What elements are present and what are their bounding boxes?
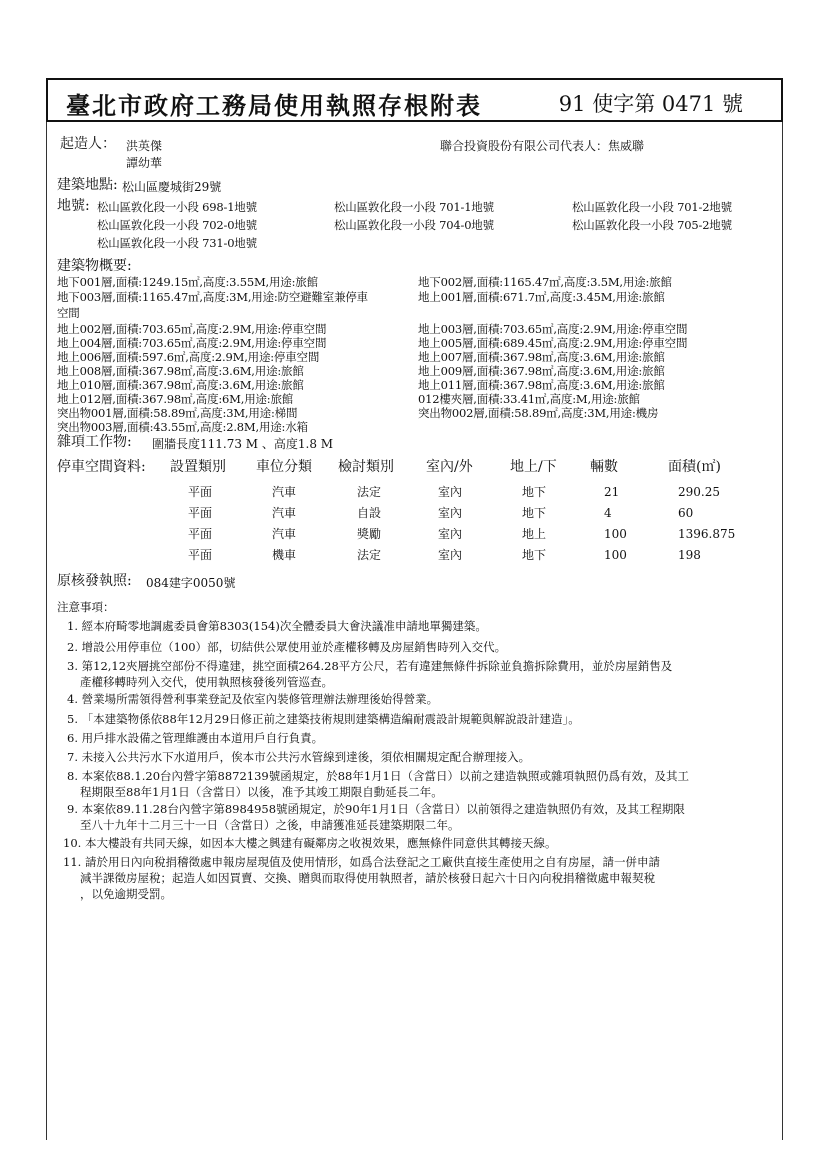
- floor-entry: 012樓夾層,面積:33.41㎡,高度:M,用途:旅館: [418, 392, 640, 406]
- lot-number: 松山區敦化段一小段 705-2地號: [572, 218, 732, 232]
- document-header: [46, 78, 783, 122]
- parking-cell: 198: [678, 548, 701, 562]
- note-line: 8. 本案依88.1.20台內營字第8872139號函規定，於88年1月1日（含當日）以前之建造執照或雜項執照仍爲有效，及其工: [67, 769, 689, 783]
- permit-number: 91 使字第 0471 號: [558, 92, 743, 116]
- parking-cell: 機車: [272, 548, 297, 562]
- lot-number: 松山區敦化段一小段 698-1地號: [97, 200, 257, 214]
- parking-cell: 室內: [438, 527, 463, 541]
- parking-cell: 100: [604, 548, 627, 562]
- parking-col-header: 室內/外: [426, 459, 473, 475]
- parking-cell: 4: [604, 506, 612, 520]
- parking-col-header: 車位分類: [256, 459, 312, 475]
- note-line: 5. 「本建築物係依88年12月29日修正前之建築技術規則建築構造編耐震設計規範與解說設計建造」。: [67, 712, 580, 726]
- parking-cell: 290.25: [678, 485, 720, 499]
- note-line: 7. 未接入公共污水下水道用戶，俟本市公共污水管線到達後，須依相關規定配合辦理接入。: [67, 750, 531, 764]
- note-line: 9. 本案依89.11.28台內營字第8984958號函規定，於90年1月1日（含當日）以前領得之建造執照仍有效，及其工程期限: [67, 802, 685, 816]
- note-line: 11. 請於用日內向稅捐稽徵處申報房屋現值及使用情形，如爲合法登記之工廠供直接生產使用之自有房屋，請一併申請: [63, 855, 660, 869]
- lot-number: 松山區敦化段一小段 701-1地號: [334, 200, 494, 214]
- parking-cell: 法定: [357, 548, 382, 562]
- floor-entry: 地下003層,面積:1165.47㎡,高度:3M,用途:防空避難室兼停車: [57, 290, 368, 304]
- overview-label: 建築物概要:: [57, 258, 132, 274]
- floor-entry: 地上004層,面積:703.65㎡,高度:2.9M,用途:停車空間: [57, 336, 327, 350]
- note-line: 減半課徵房屋稅；起造人如因買賣、交換、贈與而取得使用執照者，請於核發日起六十日內向稅捐稽徵處申報契稅: [80, 871, 655, 885]
- parking-col-header: 面積(㎡): [668, 459, 721, 475]
- builder-name-1: 洪英傑: [126, 139, 163, 153]
- parking-cell: 21: [604, 485, 620, 499]
- parking-cell: 法定: [357, 485, 382, 499]
- floor-entry: 地上012層,面積:367.98㎡,高度:6M,用途:旅館: [57, 392, 294, 406]
- parking-cell: 平面: [188, 485, 213, 499]
- builder-name-2: 譚幼華: [126, 156, 163, 170]
- note-line: 6. 用戶排水設備之管理維護由本道用戶自行負責。: [67, 731, 324, 745]
- builder-company: 聯合投資股份有限公司代表人：焦威聯: [440, 139, 645, 153]
- floor-entry: 突出物001層,面積:58.89㎡,高度:3M,用途:梯間: [57, 406, 298, 420]
- parking-cell: 地上: [522, 527, 547, 541]
- parking-cell: 地下: [522, 506, 547, 520]
- parking-cell: 1396.875: [678, 527, 736, 541]
- notes-label: 注意事項：: [57, 600, 115, 614]
- parking-col-header: 輛數: [590, 459, 618, 475]
- floor-entry: 地上001層,面積:671.7㎡,高度:3.45M,用途:旅館: [418, 290, 665, 304]
- lot-number: 松山區敦化段一小段 702-0地號: [97, 218, 257, 232]
- floor-entry: 地上006層,面積:597.6㎡,高度:2.9M,用途:停車空間: [57, 350, 320, 364]
- note-line: 至八十九年十二月三十一日（含當日）之後，申請獲准延長建築期限二年。: [80, 818, 460, 832]
- floor-entry: 地上010層,面積:367.98㎡,高度:3.6M,用途:旅館: [57, 378, 304, 392]
- parking-cell: 100: [604, 527, 627, 541]
- parking-col-header: 設置類別: [170, 459, 226, 475]
- floor-entry: 地下002層,面積:1165.47㎡,高度:3.5M,用途:旅館: [418, 275, 672, 289]
- original-permit-value: 084建字0050號: [146, 576, 236, 590]
- floor-entry: 地上005層,面積:689.45㎡,高度:2.9M,用途:停車空間: [418, 336, 688, 350]
- document-title: 臺北市政府工務局使用執照存根附表: [66, 91, 482, 120]
- parking-cell: 60: [678, 506, 694, 520]
- floor-entry: 地上003層,面積:703.65㎡,高度:2.9M,用途:停車空間: [418, 322, 688, 336]
- note-line: 3. 第12,12夾層挑空部份不得違建，挑空面積264.28平方公尺，若有違建無條件拆除並負擔拆除費用，並於房屋銷售及: [67, 659, 673, 673]
- floor-entry: 地上011層,面積:367.98㎡,高度:3.6M,用途:旅館: [418, 378, 665, 392]
- note-line: 4. 營業場所需領得營利事業登記及依室內裝修管理辦法辦理後始得營業。: [67, 692, 439, 706]
- builder-label: 起造人：: [60, 136, 116, 152]
- lot-number: 松山區敦化段一小段 731-0地號: [97, 236, 257, 250]
- address-label: 建築地點:: [57, 177, 118, 193]
- parking-cell: 平面: [188, 527, 213, 541]
- parking-cell: 汽車: [272, 506, 297, 520]
- note-line: 產權移轉時列入交代，使用執照核發後列管巡查。: [80, 675, 333, 689]
- parking-cell: 自設: [357, 506, 382, 520]
- parking-cell: 汽車: [272, 485, 297, 499]
- parking-cell: 獎勵: [357, 527, 382, 541]
- lot-number: 松山區敦化段一小段 704-0地號: [334, 218, 494, 232]
- address-value: 松山區慶城街29號: [122, 180, 222, 194]
- misc-works-label: 雜項工作物:: [57, 434, 132, 450]
- parking-col-header: 地上/下: [510, 459, 557, 475]
- floor-entry: 地上008層,面積:367.98㎡,高度:3.6M,用途:旅館: [57, 364, 304, 378]
- floor-entry: 地上007層,面積:367.98㎡,高度:3.6M,用途:旅館: [418, 350, 665, 364]
- parking-cell: 室內: [438, 548, 463, 562]
- parking-col-header: 檢討類別: [338, 459, 394, 475]
- parking-cell: 室內: [438, 506, 463, 520]
- lots-label: 地號:: [57, 198, 90, 214]
- parking-cell: 汽車: [272, 527, 297, 541]
- parking-cell: 平面: [188, 548, 213, 562]
- misc-works-value: 圍牆長度111.73 M 、高度1.8 M: [152, 437, 334, 451]
- note-line: ，以免逾期受罰。: [80, 887, 172, 901]
- parking-label: 停車空間資料:: [57, 459, 146, 475]
- note-line: 1. 經本府畸零地調處委員會第8303(154)次全體委員大會決議准申請地單獨建築。: [67, 619, 487, 633]
- floor-entry: 突出物002層,面積:58.89㎡,高度:3M,用途:機房: [418, 406, 659, 420]
- parking-cell: 室內: [438, 485, 463, 499]
- note-line: 10. 本大樓設有共同天線，如因本大樓之興建有礙鄰房之收視效果，應無條件同意供其轉接天線。: [63, 836, 557, 850]
- note-line: 2. 增設公用停車位（100）部，切結供公眾使用並於產權移轉及房屋銷售時列入交代。: [67, 640, 507, 654]
- parking-cell: 地下: [522, 485, 547, 499]
- parking-cell: 地下: [522, 548, 547, 562]
- floor-entry: 地上009層,面積:367.98㎡,高度:3.6M,用途:旅館: [418, 364, 665, 378]
- original-permit-label: 原核發執照:: [57, 573, 132, 589]
- note-line: 程期限至88年1月1日（含當日）以後，准予其竣工期限自動延長二年。: [80, 785, 443, 799]
- parking-cell: 平面: [188, 506, 213, 520]
- floor-entry: 空間: [57, 306, 80, 320]
- lot-number: 松山區敦化段一小段 701-2地號: [572, 200, 732, 214]
- floor-entry: 地下001層,面積:1249.15㎡,高度:3.55M,用途:旅館: [57, 275, 318, 289]
- floor-entry: 突出物003層,面積:43.55㎡,高度:2.8M,用途:水箱: [57, 420, 308, 434]
- floor-entry: 地上002層,面積:703.65㎡,高度:2.9M,用途:停車空間: [57, 322, 327, 336]
